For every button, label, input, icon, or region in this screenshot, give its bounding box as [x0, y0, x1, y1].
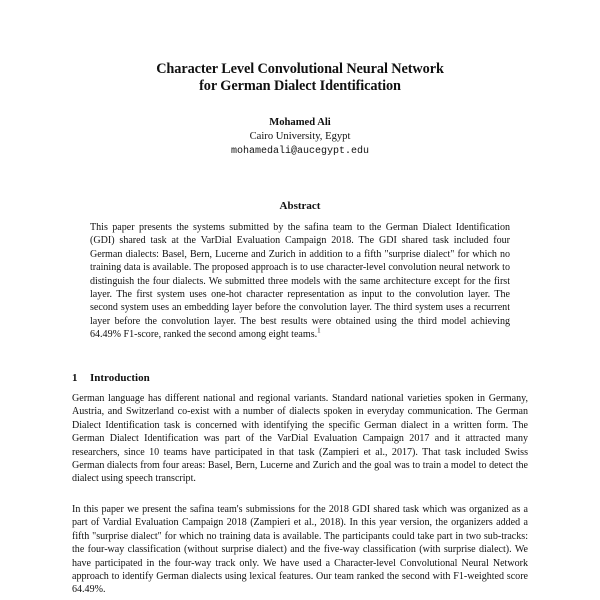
author-email: mohamedali@aucegypt.edu: [230, 146, 370, 157]
abstract-body: [90, 221, 510, 342]
section-number: 1: [72, 372, 78, 384]
paper-title-line-1: Character Level Convolutional Neural Network: [156, 61, 444, 77]
footnote-marker: 1: [317, 326, 321, 335]
section-title: Introduction: [90, 372, 150, 384]
abstract-text: This paper presents the systems submitted by the safina team to the German Dialect Identification (GDI) shared task at the VarDial Evaluation Campaign 2018. The GDI shared task included four German dialects: Basel, Bern, Lucerne and Zurich in addition to a fifth "surprise dialect" for which no training data is available. The proposed approach is to use character-level convolution neural network to distinguish the four dialects. We submitted three models with the same architecture except for the first layer. The first system uses one-hot character representation as input to the convolution layer. The second system uses an embedding layer before the convolution layer. The third system uses a recurrent layer before the convolution layer. The best results were obtained using the third model achieving 64.49% F1-score, ranked the second among eight teams.: [90, 222, 510, 341]
paper-title-line-2: for German Dialect Identification: [199, 78, 401, 94]
author-affiliation: Cairo University, Egypt: [249, 131, 351, 142]
section-heading-introduction: [72, 372, 150, 384]
introduction-paragraph-1: German language has different national and regional variants. Standard national varieties spoken in Germany, Austria, and Switzerland co-exist with a number of dialects spoken in everyday communication. The German Dialect Identification task is concerned with identifying the specific German dialect in a written form. The German Dialect Identification was part of the VarDial Evaluation Campaign 2017 and it attracted many researchers, since 10 teams have participated in that task (Zampieri et al., 2017). That task included Swiss German dialects from four areas: Basel, Bern, Lucerne and Zurich and the goal was to train a model to detect the dialect using speech transcript.: [72, 393, 528, 485]
author-name: Mohamed Ali: [269, 117, 331, 128]
introduction-paragraph-2: In this paper we present the safina team's submissions for the 2018 GDI shared task which was organized as a part of Vardial Evaluation Campaign 2018 (Zampieri et al., 2018). In this year version, the organizers added a fifth "surprise dialect" for which no training data is available. The participants could take part in two sub-tracks: the four-way classification (without surprise dialect) and the five-way classification (with surprise dialect). We have participated in the four-way track only. We have used a Character-level Convolutional Neural Network approach to identify German dialects using lexical features. Our team ranked the second with F1-weighted score 64.49%.: [72, 504, 528, 596]
abstract-heading: Abstract: [279, 200, 321, 212]
